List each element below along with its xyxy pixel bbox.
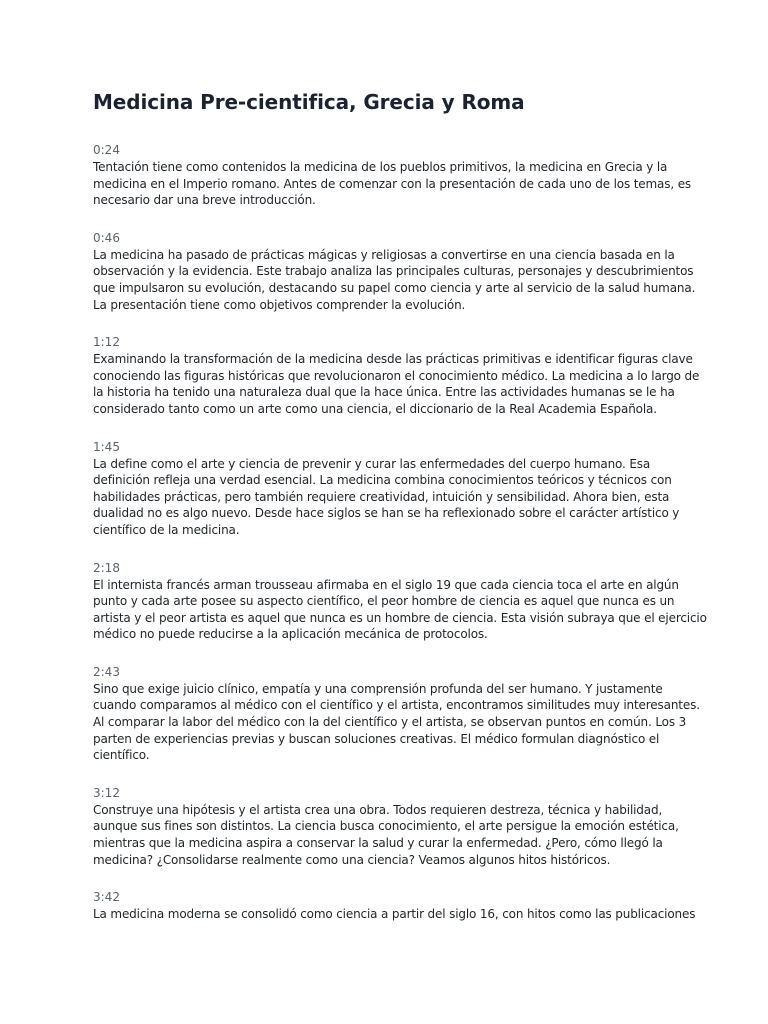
timestamp: 0:46 bbox=[93, 230, 120, 245]
segment-text: Construye una hipótesis y el artista crea una obra. Todos requieren destreza, técnica y habilidad, aunque sus fines son distintos. La ciencia busca conocimiento, el arte persigue la emoción estética, mientras que la medicina aspira a conservar la salud y curar la enfermedad. ¿Pero, cómo llegó la medicina? ¿Consolidarse realmente como una ciencia? Veamos algunos hitos históricos. bbox=[93, 802, 679, 867]
timestamp: 2:43 bbox=[93, 664, 120, 679]
timestamp: 3:12 bbox=[93, 785, 120, 800]
segment-text: El internista francés arman trousseau afirmaba en el siglo 19 que cada ciencia toca el arte en algún punto y cada arte posee su aspecto científico, el peor hombre de ciencia es aquel que nunca es un artista y el peor artista es aquel que nunca es un hombre de ciencia. Esta visión subraya que el ejercicio médico no puede reducirse a la aplicación mecánica de protocolos. bbox=[93, 577, 707, 642]
timestamp: 1:12 bbox=[93, 335, 120, 350]
segment-text: Examinando la transformación de la medicina desde las prácticas primitivas e identificar figuras clave conociendo las figuras históricas que revolucionaron el conocimiento médico. La medicina a lo largo de la historia ha tenido una naturaleza dual que la hace única. Entre las actividades humanas se le ha considerado tanto como un arte como una ciencia, el diccionario de la Real Academia Española. bbox=[93, 352, 700, 416]
timestamp: 2:18 bbox=[93, 560, 120, 575]
transcript-segment bbox=[93, 664, 708, 764]
transcript-segment bbox=[93, 560, 708, 643]
document-title: Medicina Pre-cientifica, Grecia y Roma bbox=[93, 90, 525, 114]
transcript-segment bbox=[93, 889, 708, 923]
segment-text: La medicina ha pasado de prácticas mágicas y religiosas a convertirse en una ciencia basada en la observación y la evidencia. Este trabajo analiza las principales culturas, personajes y descubrimientos que impulsaron su evolución, destacando su papel como ciencia y arte al servicio de la salud humana. La presentación tiene como objetivos comprender la evolución. bbox=[93, 247, 696, 312]
timestamp: 3:42 bbox=[93, 890, 120, 905]
segment-text: La medicina moderna se consolidó como ciencia a partir del siglo 16, con hitos como las publicaciones bbox=[93, 907, 696, 922]
segment-text: La define como el arte y ciencia de prevenir y curar las enfermedades del cuerpo humano. Esa definición refleja una verdad esencial. La medicina combina conocimientos teóricos y técnicos con habilidades prácticas, pero también requiere creatividad, intuición y sensibilidad. Ahora bien, esta dualidad no es algo nuevo. Desde hace siglos se han se ha reflexionado sobre el carácter artístico y científico de la medicina. bbox=[93, 456, 680, 537]
transcript-segment bbox=[93, 439, 708, 539]
transcript-segment bbox=[93, 230, 708, 313]
transcript-segment bbox=[93, 334, 708, 417]
segment-text: Sino que exige juicio clínico, empatía y una comprensión profunda del ser humano. Y justamente cuando comparamos al médico con el científico y el artista, encontramos similitudes muy interesantes. Al comparar la labor del médico con la del científico y el artista, se observan puntos en común. Los 3 parten de experiencias previas y buscan soluciones creativas. El médico formulan diagnóstico el científico. bbox=[93, 681, 700, 763]
timestamp: 1:45 bbox=[93, 439, 120, 454]
transcript-segment bbox=[93, 142, 708, 209]
segment-text: Tentación tiene como contenidos la medicina de los pueblos primitivos, la medicina en Grecia y la medicina en el Imperio romano. Antes de comenzar con la presentación de cada uno de los temas, es necesario dar una breve introducción. bbox=[93, 160, 692, 208]
transcript-segment bbox=[93, 785, 708, 868]
timestamp: 0:24 bbox=[93, 143, 120, 157]
